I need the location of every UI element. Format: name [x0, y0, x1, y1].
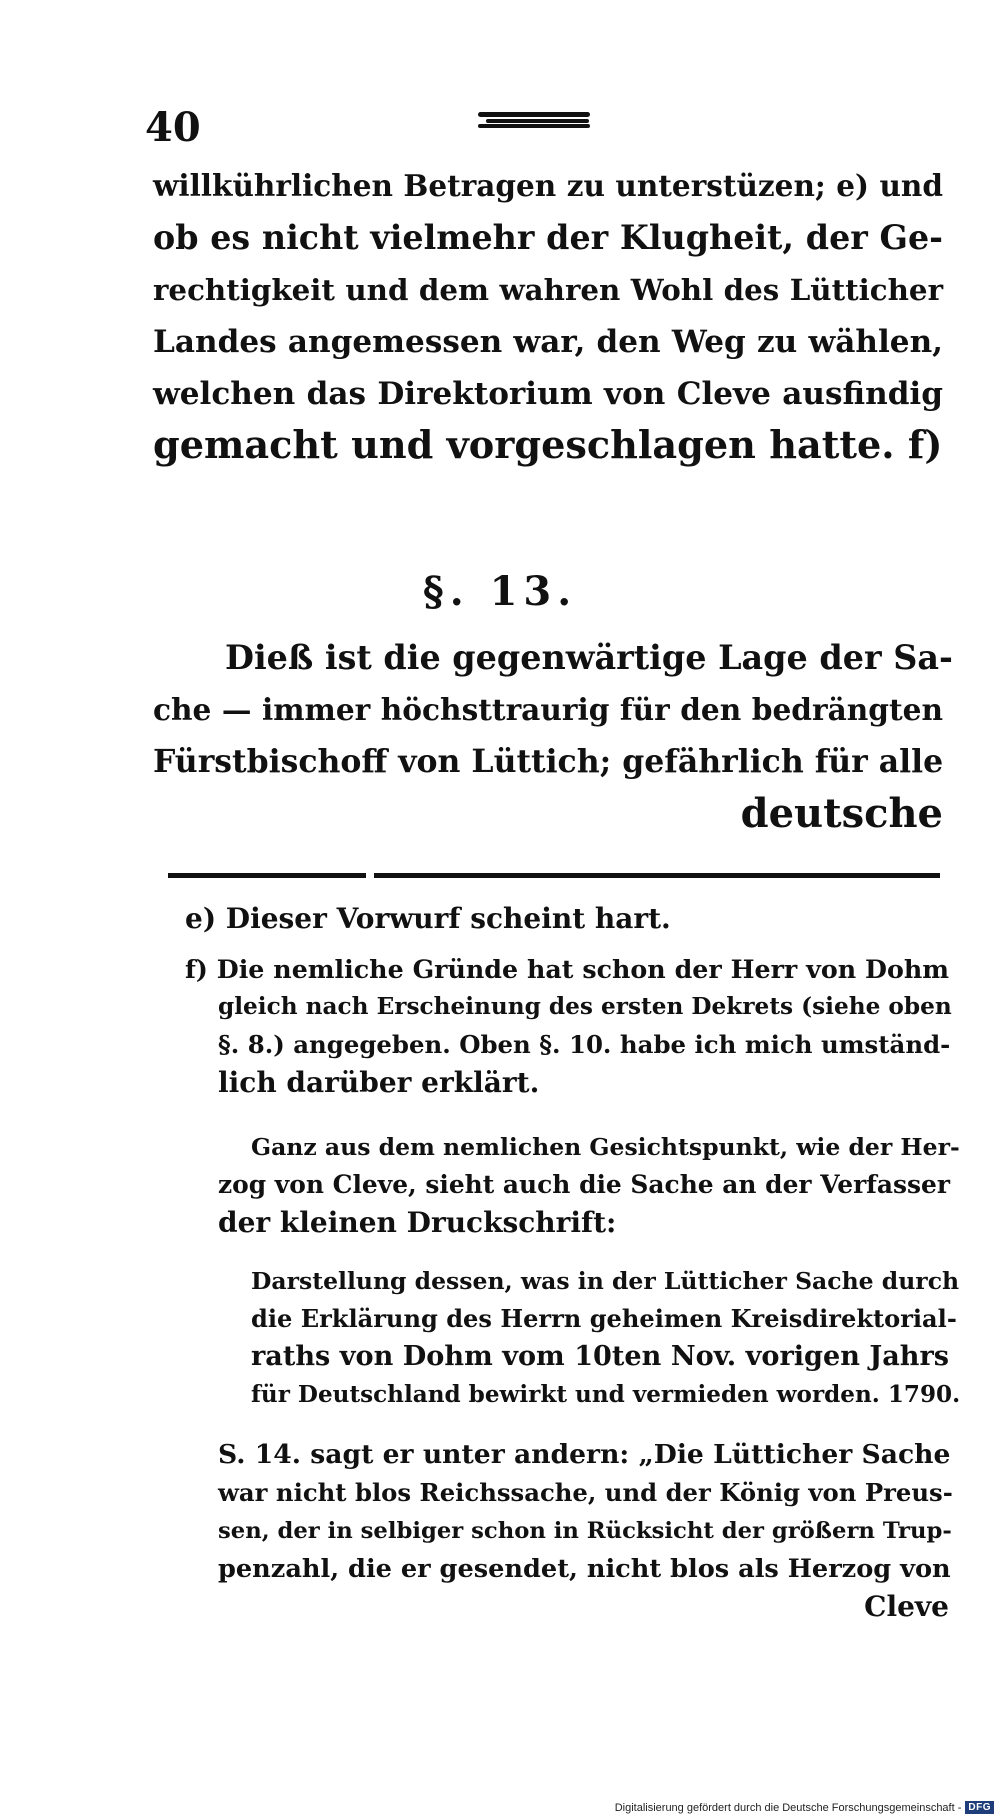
footnote-line: §. 8.) angegeben. Oben §. 10. habe ich mich umständ- [218, 1030, 951, 1059]
footnote-line: die Erklärung des Herrn geheimen Kreisdirektorial- [251, 1304, 957, 1333]
footnote-line: lich darüber erklärt. [218, 1066, 540, 1099]
text-line: Fürstbischoff von Lüttich; gefährlich für alle [153, 743, 944, 780]
footnote-line: der kleinen Druckschrift: [218, 1206, 617, 1239]
text-line: che — immer höchsttraurig für den bedrängten [153, 692, 943, 727]
footnote-quoted-title [185, 1262, 961, 1414]
footnote-e [185, 900, 949, 938]
footnote-line: e) Dieser Vorwurf scheint hart. [185, 902, 671, 935]
footnote-paragraph-3 [185, 1436, 953, 1626]
body-text-paragraph-2 [153, 632, 953, 840]
footnote-line: für Deutschland bewirkt und vermieden worden. 1790. [251, 1381, 961, 1408]
footnote-line: S. 14. sagt er unter andern: „Die Lütticher Sache [218, 1439, 951, 1470]
footnote-line: Ganz aus dem nemlichen Gesichtspunkt, wie der Her- [251, 1133, 960, 1161]
header-ornament-rule [478, 112, 590, 128]
text-line: willkührlichen Betragen zu unterstüzen; e) und [153, 168, 943, 203]
footnote-line: zog von Cleve, sieht auch die Sache an der Verfasser [218, 1170, 950, 1199]
catchword: Cleve [864, 1590, 949, 1623]
footnote-rule-right [374, 873, 940, 878]
body-text-paragraph-1 [153, 160, 943, 472]
footnote-line: Darstellung dessen, was in der Lütticher Sache durch [251, 1267, 960, 1295]
text-line: gemacht und vorgeschlagen hatte. f) [153, 423, 943, 468]
credit-text: Digitalisierung gefördert durch die Deutsche Forschungsgemeinschaft - [614, 1801, 962, 1814]
text-line: ob es nicht vielmehr der Klugheit, der Ge- [153, 218, 943, 257]
footnote-line: sen, der in selbiger schon in Rücksicht der größern Trup- [218, 1518, 952, 1544]
section-heading: §. 13. [422, 568, 578, 615]
text-line: Dieß ist die gegenwärtige Lage der Sa- [225, 638, 953, 677]
page-number: 40 [145, 104, 201, 151]
text-line: Landes angemessen war, den Weg zu wählen, [153, 324, 943, 360]
footnote-paragraph-2 [185, 1128, 960, 1242]
catchword: deutsche [740, 790, 943, 837]
footnote-line: f) Die nemliche Gründe hat schon der Herr von Dohm [185, 954, 949, 984]
dfg-logo: DFG [965, 1801, 994, 1814]
text-line: welchen das Direktorium von Cleve ausfindig [153, 376, 943, 412]
footnote-f [185, 950, 952, 1102]
footnote-line: penzahl, die er gesendet, nicht blos als Herzog von [218, 1554, 951, 1584]
digitization-credit [615, 1801, 994, 1814]
footnote-line: war nicht blos Reichssache, und der König von Preus- [218, 1478, 953, 1507]
footnote-rule-left [168, 873, 366, 878]
text-line: rechtigkeit und dem wahren Wohl des Lütticher [153, 272, 943, 307]
footnote-line: gleich nach Erscheinung des ersten Dekrets (siehe oben [218, 993, 952, 1020]
footnote-line: raths von Dohm vom 10ten Nov. vorigen Jahrs [251, 1341, 949, 1372]
